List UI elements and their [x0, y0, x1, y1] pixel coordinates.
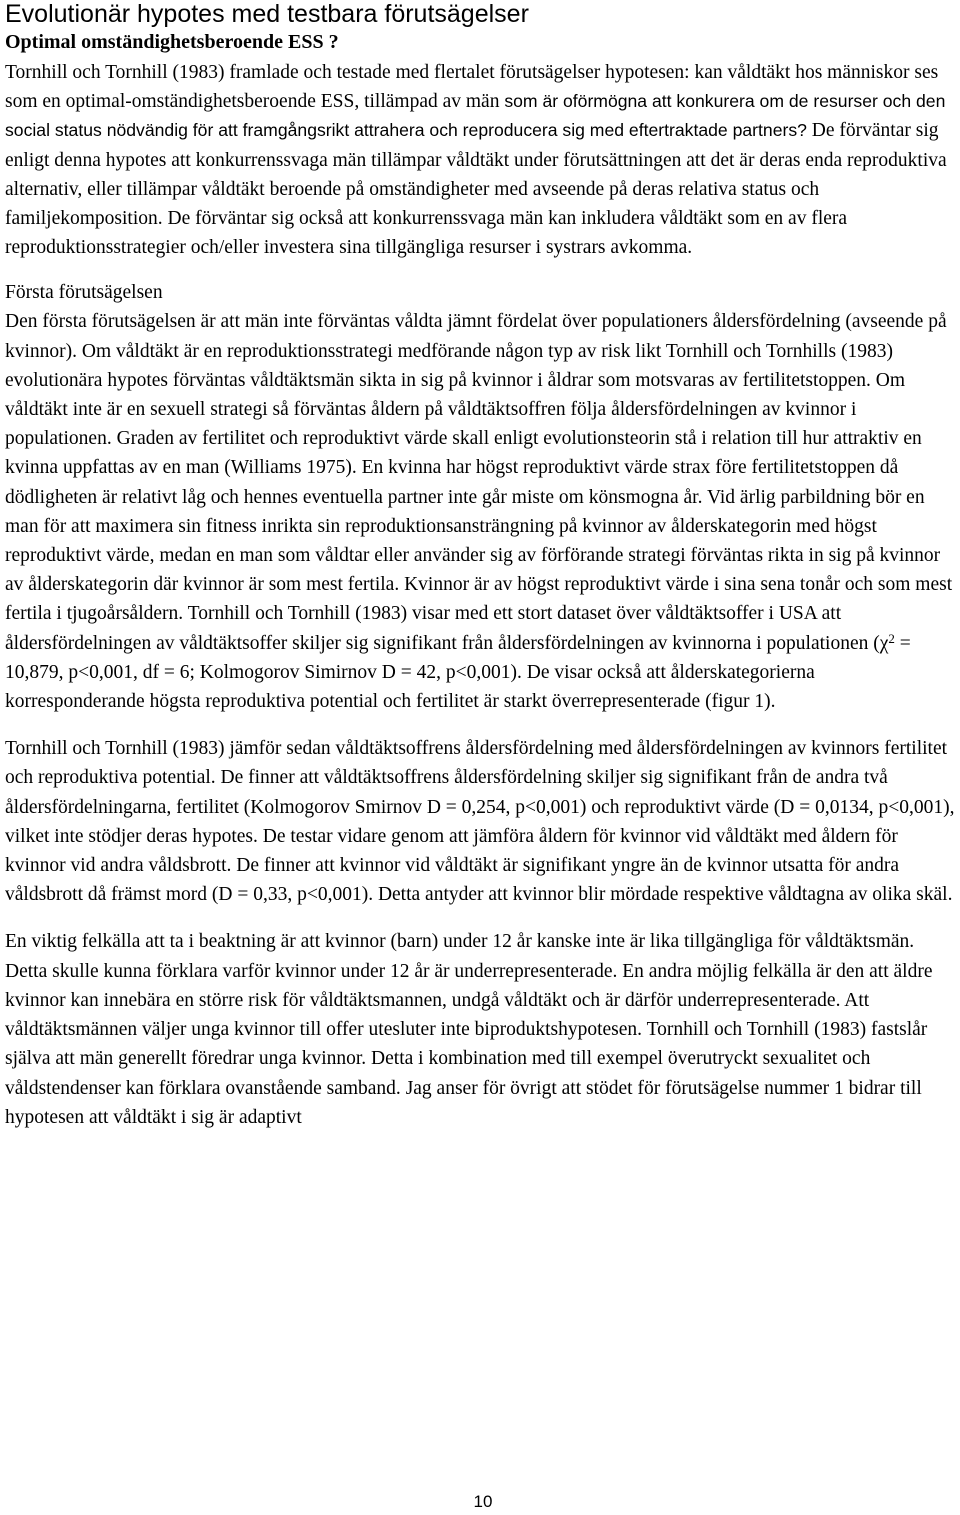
- document-page: [5, 0, 957, 1132]
- page-title: Evolutionär hypotes med testbara förutsägelser: [5, 0, 529, 28]
- fp-text-7: Kvinnor är av högst reproduktivt värde i sina sena tonår och som mest fertila i tjugoårsåldern.: [5, 574, 953, 625]
- fp-text-5: En kvinna har högst reproduktivt värde strax före fertilitetstoppen då dödligheten är relativt låg och hennes eventuella partner inte går miste om könsmogna år.: [5, 457, 899, 508]
- fp-text-3: Om våldtäkt inte är en sexuell strategi så förväntas åldern på våldtäktsoffren följa åldersfördelningen av kvinnor i populationen.: [5, 369, 906, 450]
- intro-text-4: De förväntar sig också att konkurrenssvaga män kan inkludera våldtäkt som en av flera reproduktionsstrategier och/eller investera sina tillgängliga resurser i systrars avkomma.: [5, 208, 848, 259]
- cmp-text-1: Tornhill och Tornhill (1983) jämför sedan våldtäktsoffrens åldersfördelning med åldersfördelningen av kvinnors fertilitet och reproduktiva potential.: [5, 738, 948, 789]
- fp-text-2: Om våldtäkt är en reproduktionsstrategi medförande någon typ av risk likt Tornhill och Tornhills (1983) evolutionära hypotes förväntas våldtäktsmän sikta in sig på kvinnor i åldrar som motsvaras av fertilitetstoppen.: [5, 340, 893, 391]
- fp-text-4: Graden av fertilitet och reproduktivt värde skall enligt evolutionsteorin stå i relation till hur attraktiv en kvinna uppfattas av en man (Williams 1975).: [5, 428, 922, 479]
- fp-text-8a: Tornhill och Tornhill (1983) visar med ett stort dataset över våldtäktsoffer i USA att åldersfördelningen av våldtäktsoffer skiljer sig signifikant från åldersfördelningen av kvinnorna i populationen (χ: [5, 603, 889, 654]
- fp-text-1: Den första förutsägelsen är att män inte förväntas våldta jämnt fördelat över populationers åldersfördelning (avseende på kvinnor).: [5, 311, 947, 362]
- intro-text-3: De förväntar sig enligt denna hypotes att konkurrenssvaga män tillämpar våldtäkt under förutsättningen att det är deras enda reproduktiva alternativ, eller tillämpar våldtäkt beroende på omständigheter med avseende på deras relativa status och familjekomposition.: [5, 120, 947, 230]
- section-subtitle: Optimal omständighetsberoende ESS ?: [5, 31, 339, 53]
- chi-superscript: 2: [888, 630, 895, 646]
- page-number: 10: [473, 1492, 493, 1511]
- cmp-text-5: Detta antyder att kvinnor blir mördade respektive våldtagna av olika skäl.: [373, 884, 953, 906]
- cmp-text-3: De testar vidare genom att jämföra åldern för kvinnor vid våldtäkt med åldern för kvinnor vid andra våldsbrott.: [5, 825, 898, 877]
- section-label: Första förutsägelsen: [5, 282, 163, 304]
- cmp-text-2: De finner att våldtäktsoffrens åldersfördelning skiljer sig signifikant från de andra två åldersfördelningarna, fertilitet (Kolmogorov Smirnov D = 0,254, p<0,001) och reproduktivt värde (D = 0,0134, p<0,001), vilket inte stödjer deras hypotes.: [5, 767, 955, 847]
- err-text-5: Tornhill och Tornhill (1983) fastslår själva att män generellt föredrar unga kvinnor.: [5, 1019, 928, 1070]
- paragraph-comparison: [5, 734, 957, 909]
- err-text-7: Jag anser för övrigt att stödet för förutsägelse nummer 1 bidrar till hypotesen att våldtäkt i sig är adaptivt: [5, 1077, 922, 1128]
- paragraph-error-sources: [5, 927, 957, 1131]
- err-text-6: Detta i kombination med till exempel överutryckt sexualitet och våldstendenser kan förklara ovanstående samband.: [5, 1048, 871, 1099]
- err-text-3: En andra möjlig felkälla är den att äldre kvinnor kan innebära en större risk för våldtäktsmannen, undgå våldtäkt och är därför underrepresenterade.: [5, 960, 933, 1011]
- fp-text-8b: = 10,879, p<0,001, df = 6; Kolmogorov Simirnov D = 42, p<0,001).: [5, 632, 911, 683]
- paragraph-first-prediction: [5, 307, 957, 716]
- intro-text-2: som är oförmögna att konkurera om de resurser och den social status nödvändig för att framgångsrikt attrahera och reproducera sig med eftertraktade partners?: [5, 91, 946, 141]
- err-text-2: Detta skulle kunna förklara varför kvinnor under 12 år är underrepresenterade.: [5, 960, 618, 982]
- fp-text-6: Vid ärlig parbildning bör en man för att maximera sin fitness inrikta sin reproduktionsansträngning på kvinnor av ålderskategorin med högst reproduktivt värde, medan en man som våldtar eller använder sig av förförande strategi förväntas rikta in sig på kvinnor av ålderskategorin där kvinnor är som mest fertila.: [5, 486, 941, 596]
- fp-text-9: De visar också att ålderskategorierna korresponderande högsta reproduktiva potential och fertilitet är starkt överrepresenterade (figur 1).: [5, 661, 815, 713]
- paragraph-intro: [5, 58, 957, 262]
- cmp-text-4: De finner att kvinnor vid våldtäkt är signifikant yngre än de kvinnor utsatta för andra våldsbrott då främst mord (D = 0,33, p<0,001).: [5, 855, 900, 906]
- err-text-4: Att våldtäktsmännen väljer unga kvinnor till offer utesluter inte biproduktshypotesen.: [5, 989, 870, 1041]
- err-text-1: En viktig felkälla att ta i beaktning är att kvinnor (barn) under 12 år kanske inte är lika tillgängliga för våldtäktsmän.: [5, 931, 915, 953]
- intro-text-1: Tornhill och Tornhill (1983) framlade och testade med flertalet förutsägelser hypotesen: kan våldtäkt hos människor ses som en optimal-omständighetsberoende ESS, tillämpad av män: [5, 62, 939, 113]
